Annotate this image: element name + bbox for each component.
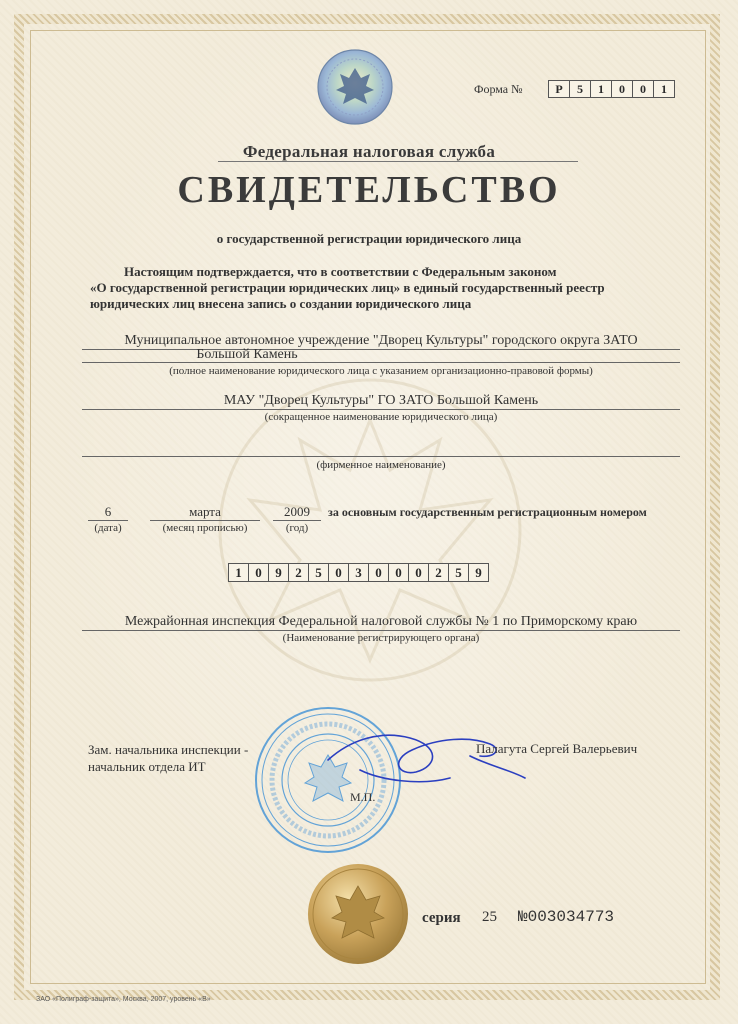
day-rule [88,520,128,521]
authority-rule [82,630,680,631]
series-number: 25 [482,909,497,925]
ogrn-number [229,563,489,582]
year-rule [273,520,321,521]
seal-place-label: М.П. [350,790,376,804]
ogrn-cell: 0 [368,563,389,582]
reg-day: 6 [104,504,112,519]
month-caption: (месяц прописью) [162,522,248,534]
service-underline [218,161,578,162]
series-label: серия [422,910,461,926]
full-name-line2: Большой Камень [196,347,298,362]
short-name-rule [82,409,680,410]
full-name-caption: (полное наименование юридического лица с указанием организационно-правовой формы) [169,365,593,377]
ogrn-cell: 9 [468,563,489,582]
authority-caption: (Наименование регистрирующего органа) [282,632,480,644]
reg-year: 2009 [284,504,310,519]
issuing-service: Федеральная налоговая служба [242,142,496,161]
ogrn-cell: 0 [408,563,429,582]
ogrn-cell: 0 [248,563,269,582]
year-caption: (год) [285,522,309,534]
statement-line: «О государственной регистрации юридических лиц» в единый государственный реестр [90,280,605,295]
serial-number: №003034773 [518,908,615,926]
form-code-cell: Р [548,80,570,98]
reg-month: марта [189,504,221,519]
form-code-cell: 1 [653,80,675,98]
signatory-position-line: Зам. начальника инспекции - [88,742,249,757]
ogrn-cell: 0 [388,563,409,582]
document-subtitle: о государственной регистрации юридического лица [216,231,522,246]
form-label: Форма № [474,82,523,96]
document-title: СВИДЕТЕЛЬСТВО [177,169,561,211]
ogrn-cell: 9 [268,563,289,582]
statement-line: юридических лиц внесена запись о создании юридического лица [90,296,472,311]
full-name-line1: Муниципальное автономное учреждение "Дворец Культуры" городского округа ЗАТО [124,333,638,348]
registration-number-label: за основным государственным регистрационным номером [328,505,647,519]
statement-line: Настоящим подтверждается, что в соответствии с Федеральным законом [124,264,557,279]
hologram-emblem-icon [316,48,394,126]
form-code [549,80,675,98]
form-code-cell: 5 [569,80,591,98]
printer-imprint: ЗАО «Полиграф-защита», Москва, 2007, уровень «В» [36,996,211,1003]
signatory-name: Палагута Сергей Валерьевич [476,741,638,756]
day-caption: (дата) [94,522,122,534]
brand-name-rule [82,456,680,457]
signatory-position [88,741,248,775]
ogrn-cell: 5 [448,563,469,582]
ogrn-cell: 0 [328,563,349,582]
short-name-caption: (сокращенное наименование юридического лица) [264,411,498,423]
month-rule [150,520,260,521]
short-name: МАУ "Дворец Культуры" ГО ЗАТО Большой Камень [223,393,539,408]
full-name-rule [82,362,680,363]
ogrn-cell: 2 [288,563,309,582]
brand-name-caption: (фирменное наименование) [316,459,446,471]
ogrn-cell: 5 [308,563,329,582]
ogrn-cell: 3 [348,563,369,582]
gold-seal-icon [306,862,410,966]
ogrn-cell: 2 [428,563,449,582]
form-code-cell: 0 [611,80,633,98]
ogrn-cell: 1 [228,563,249,582]
form-code-cell: 0 [632,80,654,98]
statement-paragraph [90,264,680,312]
signatory-position-line: начальник отдела ИТ [88,759,206,774]
registering-authority: Межрайонная инспекция Федеральной налоговой службы № 1 по Приморскому краю [124,614,638,629]
form-code-cell: 1 [590,80,612,98]
